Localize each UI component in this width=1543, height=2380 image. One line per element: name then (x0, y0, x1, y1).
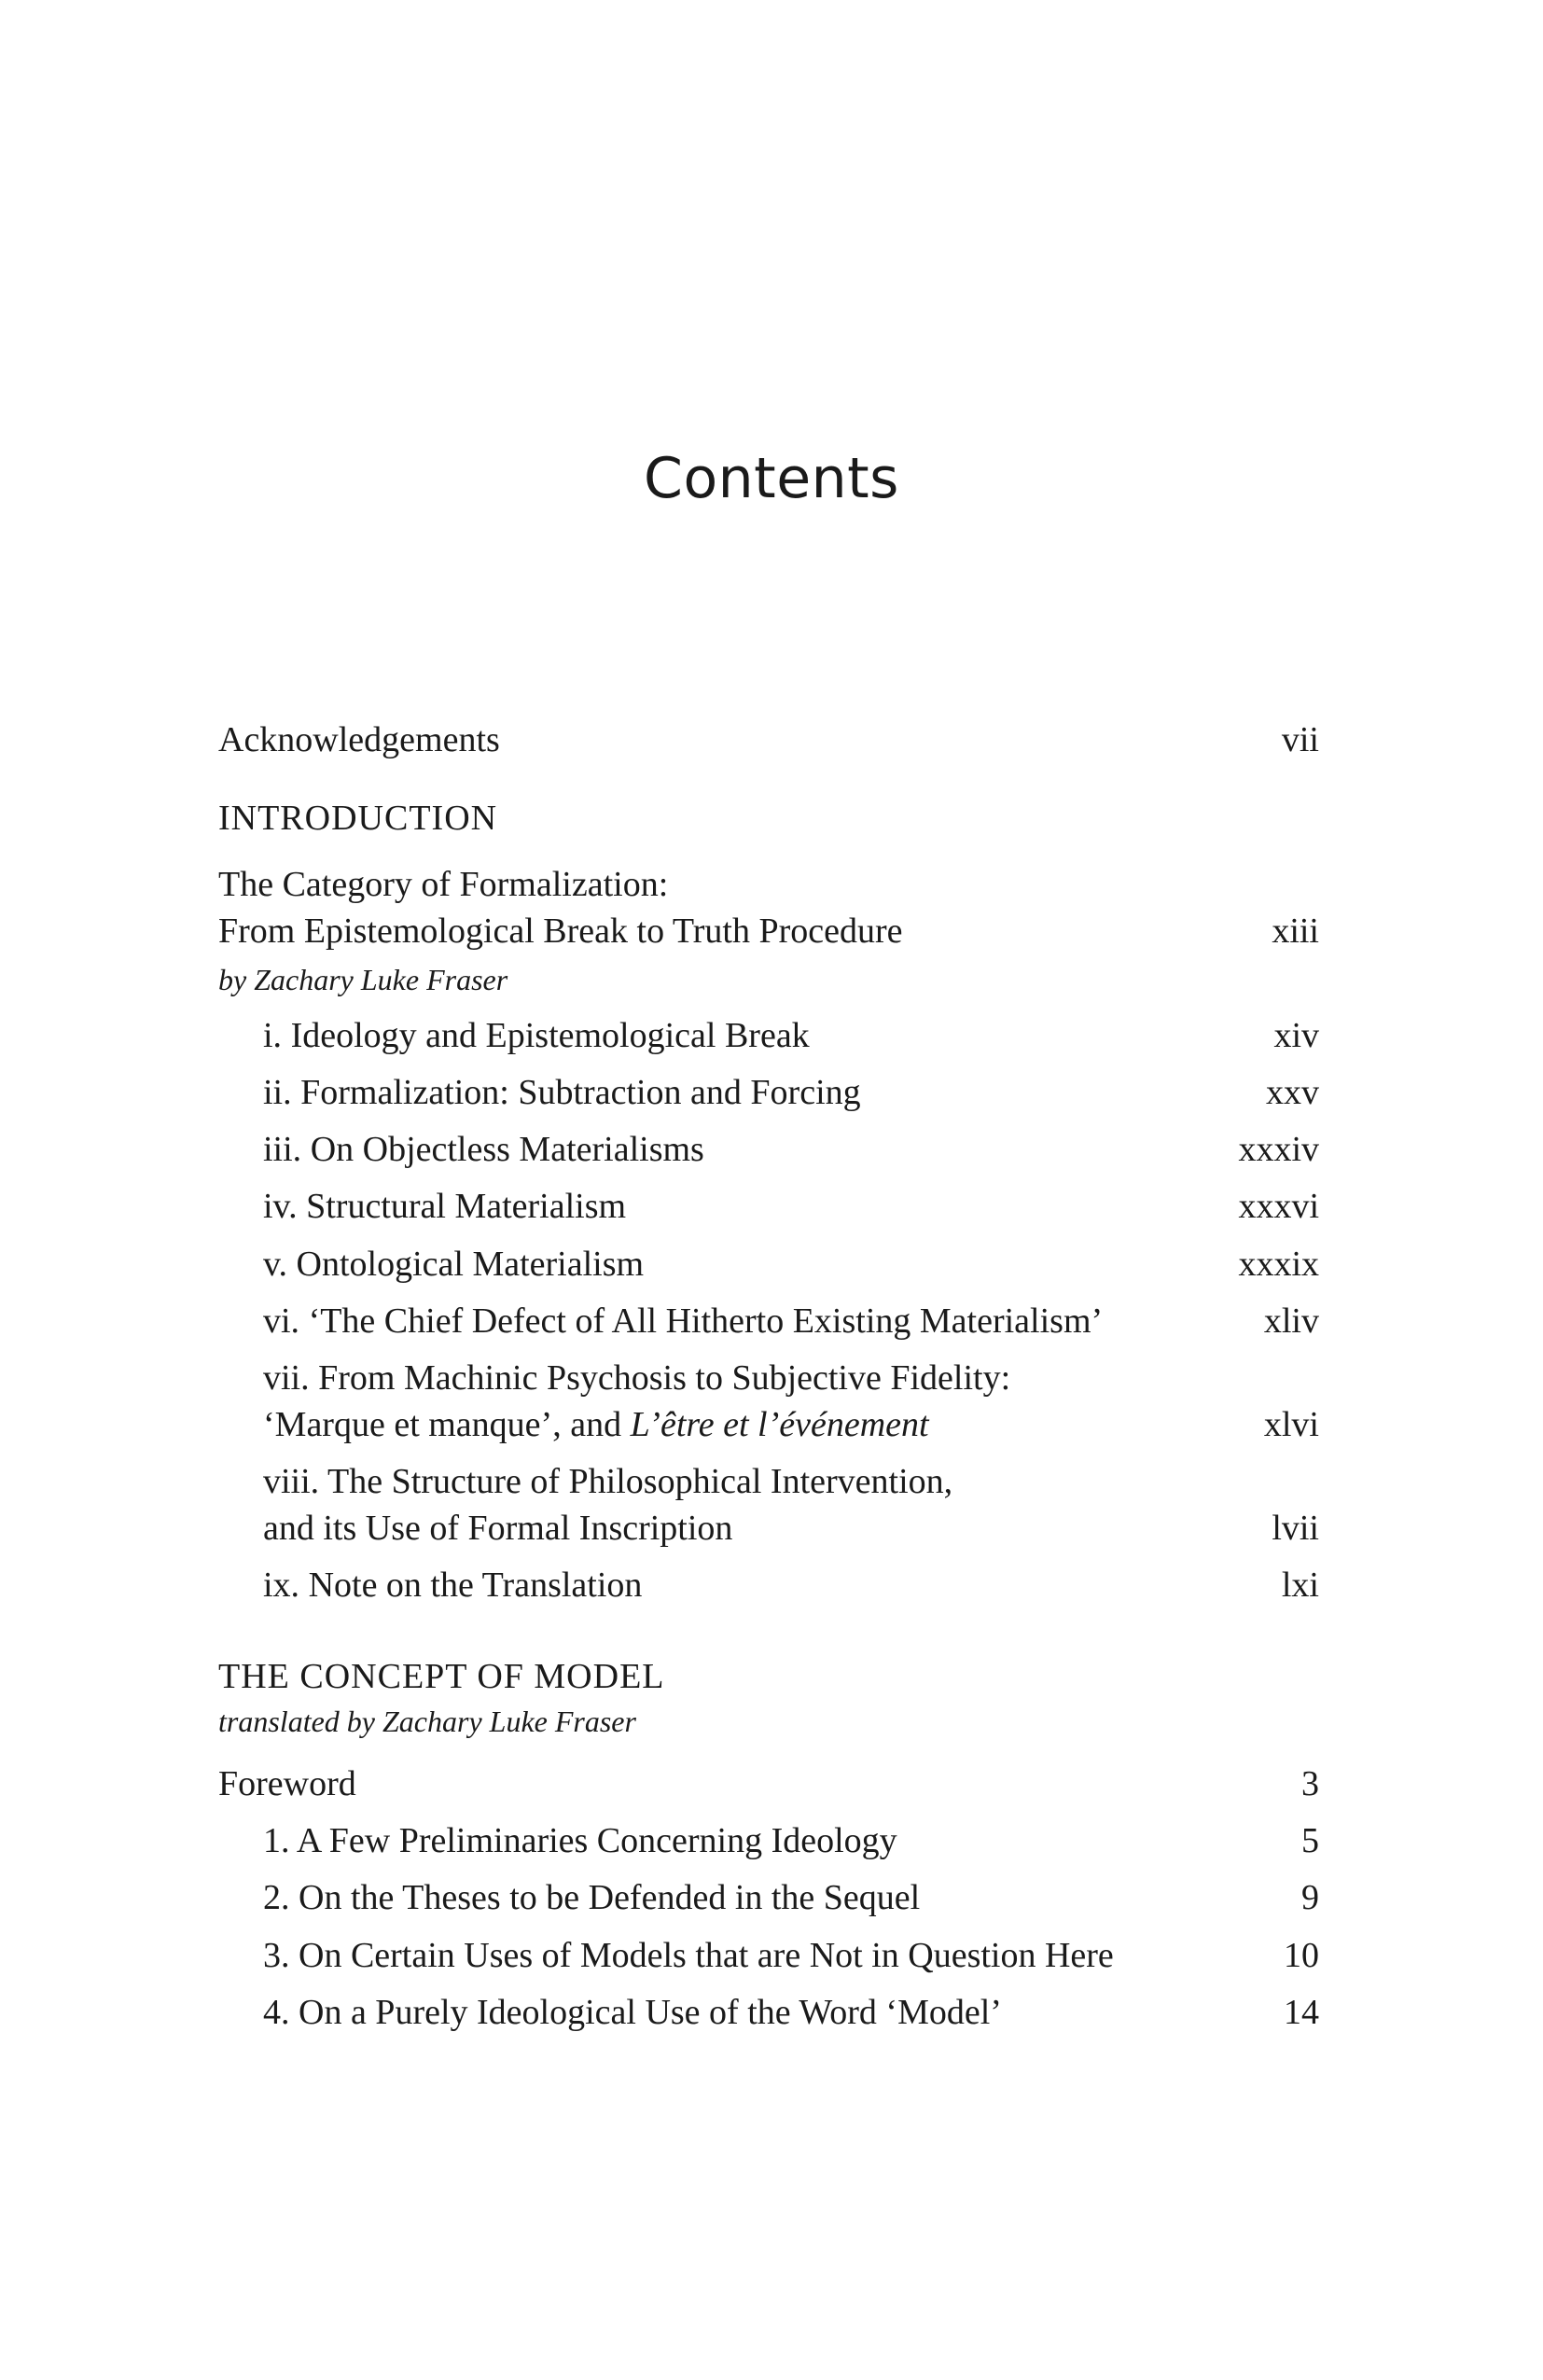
entry-page: vii (1281, 720, 1319, 759)
section-number: iv. (263, 1187, 298, 1226)
toc-entry-chapter-4[interactable] (263, 1991, 1319, 2034)
toc-entry-section-8-line1[interactable] (263, 1460, 1319, 1503)
entry-page: xxv (1266, 1073, 1319, 1112)
entry-title: Acknowledgements (218, 720, 500, 759)
section-number: i. (263, 1016, 283, 1055)
toc-entry-acknowledgements[interactable] (218, 718, 1319, 761)
entry-title: From Machinic Psychosis to Subjective Fidelity: (318, 1358, 1011, 1398)
entry-title: Ontological Materialism (296, 1245, 645, 1284)
entry-page: xiv (1273, 1016, 1319, 1055)
entry-page: xxxiv (1238, 1130, 1319, 1169)
section-number: vii. (263, 1358, 310, 1398)
chapter-number: 2. (263, 1878, 290, 1917)
section-number: iii. (263, 1130, 302, 1169)
section-heading-introduction: INTRODUCTION (218, 799, 498, 838)
entry-title-continued: ‘Marque et manque’, and (263, 1405, 631, 1444)
entry-title: From Epistemological Break to Truth Procedure (218, 912, 903, 951)
section-number: ii. (263, 1073, 292, 1112)
entry-page: lxi (1281, 1566, 1319, 1605)
entry-title: A Few Preliminaries Concerning Ideology (296, 1821, 897, 1860)
entry-title: On the Theses to be Defended in the Sequel (299, 1878, 921, 1917)
entry-page: 14 (1284, 1993, 1319, 2032)
entry-page: 5 (1301, 1821, 1319, 1860)
toc-entry-section-5[interactable] (263, 1243, 1319, 1286)
toc-entry-chapter-3[interactable] (263, 1934, 1319, 1977)
section-number: vi. (263, 1301, 300, 1341)
section-number: viii. (263, 1462, 320, 1501)
page-title: Contents (644, 446, 899, 511)
entry-page: 3 (1301, 1764, 1319, 1803)
entry-title: Formalization: Subtraction and Forcing (300, 1073, 861, 1112)
entry-page: xxxvi (1238, 1187, 1319, 1226)
toc-entry-section-7-line1[interactable] (263, 1357, 1319, 1399)
entry-title: Foreword (218, 1764, 356, 1803)
entry-title: On Objectless Materialisms (310, 1130, 704, 1169)
entry-title: On Certain Uses of Models that are Not in Question Here (299, 1936, 1114, 1975)
entry-page: 10 (1284, 1936, 1319, 1975)
toc-entry-section-3[interactable] (263, 1128, 1319, 1171)
toc-entry-section-9[interactable] (263, 1564, 1319, 1607)
toc-entry-section-1[interactable] (263, 1014, 1319, 1057)
entry-title: ‘The Chief Defect of All Hitherto Existing Materialism’ (308, 1301, 1104, 1341)
entry-page: xliv (1263, 1301, 1319, 1341)
entry-title: Structural Materialism (306, 1187, 627, 1226)
entry-title-italic: L’être et l’événement (630, 1405, 929, 1444)
entry-title: Ideology and Epistemological Break (290, 1016, 810, 1055)
toc-entry-section-6[interactable] (263, 1300, 1319, 1343)
entry-page: xiii (1272, 912, 1319, 951)
section-heading-concept-of-model: THE CONCEPT OF MODEL (218, 1657, 665, 1696)
toc-entry-essay-title-line1[interactable] (218, 863, 1319, 906)
entry-page: 9 (1301, 1878, 1319, 1917)
entry-page: xlvi (1263, 1405, 1319, 1444)
translator-credit: translated by Zachary Luke Fraser (218, 1705, 636, 1738)
essay-author: by Zachary Luke Fraser (218, 963, 508, 996)
section-number: v. (263, 1245, 288, 1284)
chapter-number: 4. (263, 1993, 290, 2032)
toc-entry-essay-title-line2[interactable] (218, 910, 1319, 953)
entry-title-continued: and its Use of Formal Inscription (263, 1509, 733, 1548)
toc-entry-section-2[interactable] (263, 1071, 1319, 1114)
entry-title: The Structure of Philosophical Intervention, (327, 1462, 953, 1501)
toc-entry-section-8-line2[interactable] (263, 1507, 1319, 1550)
toc-entry-chapter-1[interactable] (263, 1819, 1319, 1862)
entry-title: On a Purely Ideological Use of the Word ‘Model’ (299, 1993, 1002, 2032)
entry-title: The Category of Formalization: (218, 865, 669, 904)
toc-entry-chapter-2[interactable] (263, 1876, 1319, 1919)
toc-entry-section-7-line2[interactable] (263, 1403, 1319, 1446)
entry-page: lvii (1272, 1509, 1319, 1548)
toc-entry-foreword[interactable] (218, 1762, 1319, 1805)
entry-page: xxxix (1238, 1245, 1319, 1284)
entry-title: Note on the Translation (308, 1566, 643, 1605)
chapter-number: 3. (263, 1936, 290, 1975)
toc-entry-section-4[interactable] (263, 1185, 1319, 1228)
section-number: ix. (263, 1566, 300, 1605)
chapter-number: 1. (263, 1821, 290, 1860)
